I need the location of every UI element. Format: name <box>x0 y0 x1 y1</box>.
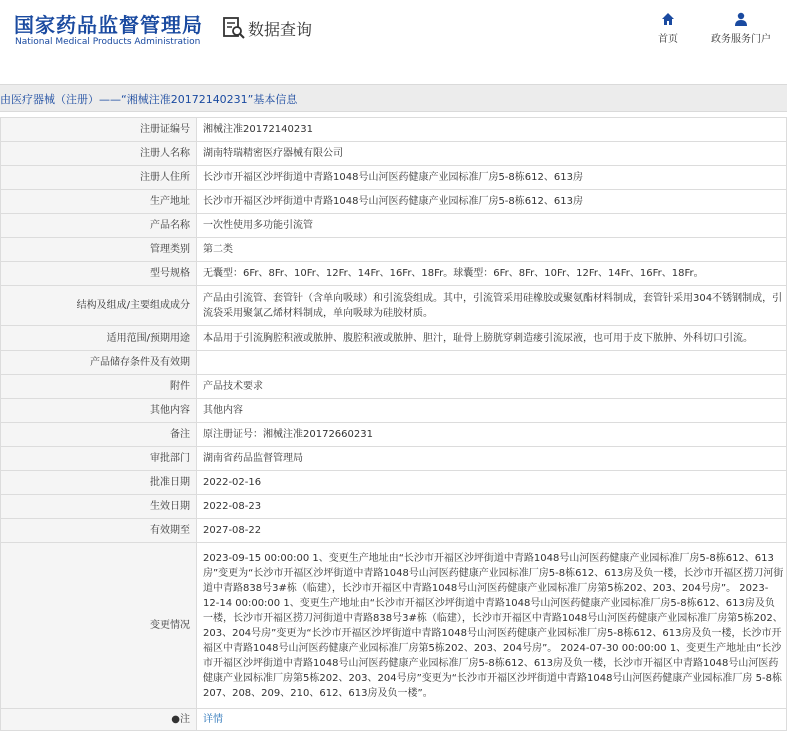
field-value <box>197 351 787 375</box>
field-label: 批准日期 <box>1 471 197 495</box>
nav-portal-label: 政务服务门户 <box>711 34 771 45</box>
field-label: 审批部门 <box>1 447 197 471</box>
nav-home[interactable] <box>658 12 678 45</box>
field-label: 型号规格 <box>1 262 197 286</box>
change-history: 2023-09-15 00:00:00 1、变更生产地址由“长沙市开福区沙坪街道中青路1048号山河医药健康产业园标准厂房5-8栋612、613房”变更为“长沙市开福区沙坪街道中青路1048号山河医药健康产业园标准厂房5-8栋612、613房及负一楼，长沙市开福区捞刀河街道中青路838号3#栋（临建），长沙市开福区中青路1048号山河医药健康产业园标准厂房第5栋202、203、204号房”。 2023-12-14 00:00:00 1、变更生产地址由“长沙市开福区沙坪街道中青路1048号山河医药健康产业园标准厂房5-8栋612、613房及负一楼，长沙市开福区捞刀河街道中青路838号3#栋（临建），长沙市开福区中青路1048号山河医药健康产业园标准厂房第5栋202、203、204号房”变更为“长沙市开福区沙坪街道中青路1048号山河医药健康产业园标准厂房5-8栋612、613房及负一楼，长沙市开福区中青路1048号山河医药健康产业园标准厂房第5栋202、203、204号房”。 2024-07-30 00:00:00 1、变更生产地址由“长沙市开福区沙坪街道中青路1048号山河医药健康产业园标准厂房5-8栋612、613房及负一楼，长沙市开福区中青路1048号山河医药健康产业园标准厂房第5栋202、203、204号房”变更为“长沙市开福区沙坪街道中青路1048号山河医药健康产业园标准厂房 5-8栋207、208、209、210、612、613房及负一楼”。 <box>197 543 787 709</box>
table-row <box>1 326 787 351</box>
field-value: 其他内容 <box>197 399 787 423</box>
table-row <box>1 118 787 142</box>
field-label: 生产地址 <box>1 190 197 214</box>
field-value: 湖南省药品监督管理局 <box>197 447 787 471</box>
field-value: 湘械注准20172140231 <box>197 118 787 142</box>
field-label: 有效期至 <box>1 519 197 543</box>
table-row <box>1 214 787 238</box>
field-value: 2022-08-23 <box>197 495 787 519</box>
breadcrumb <box>0 84 787 112</box>
field-value: 一次性使用多功能引流管 <box>197 214 787 238</box>
table-row <box>1 286 787 326</box>
field-value: 产品由引流管、套管针（含单向吸球）和引流袋组成。其中，引流管采用硅橡胶或聚氨酯材料制成，套管针采用304不锈钢制成，引流袋采用聚氯乙烯材料制成，单向吸球为硅胶材质。 <box>197 286 787 326</box>
field-value: 2022-02-16 <box>197 471 787 495</box>
field-value: 原注册证号：湘械注准20172660231 <box>197 423 787 447</box>
table-row <box>1 709 787 731</box>
field-label: 变更情况 <box>1 543 197 709</box>
table-row <box>1 375 787 399</box>
table-row <box>1 519 787 543</box>
field-label: 产品储存条件及有效期 <box>1 351 197 375</box>
field-label: 结构及组成/主要组成成分 <box>1 286 197 326</box>
table-row <box>1 351 787 375</box>
nav-portal[interactable] <box>711 12 771 45</box>
table-row <box>1 238 787 262</box>
site-header <box>0 0 787 60</box>
table-row <box>1 495 787 519</box>
field-label: 管理类别 <box>1 238 197 262</box>
field-value: 产品技术要求 <box>197 375 787 399</box>
field-label: 适用范围/预期用途 <box>1 326 197 351</box>
document-search-icon <box>222 16 246 40</box>
field-label: 注册证编号 <box>1 118 197 142</box>
table-row <box>1 399 787 423</box>
site-logo-en: National Medical Products Administration <box>15 37 201 47</box>
field-label: 生效日期 <box>1 495 197 519</box>
field-label: 注册人住所 <box>1 166 197 190</box>
detail-link[interactable]: 详情 <box>203 714 223 725</box>
field-label: 产品名称 <box>1 214 197 238</box>
field-label: 其他内容 <box>1 399 197 423</box>
table-row <box>1 423 787 447</box>
field-label: 注册人名称 <box>1 142 197 166</box>
field-value: 湖南特瑞精密医疗器械有限公司 <box>197 142 787 166</box>
field-value: 第二类 <box>197 238 787 262</box>
user-icon <box>734 12 748 26</box>
field-label: ●注 <box>1 709 197 731</box>
field-value: 本品用于引流胸腔积液或脓肿、腹腔积液或脓肿、胆汁，耻骨上膀胱穿刺造瘘引流尿液，也可用于皮下脓肿、外科切口引流。 <box>197 326 787 351</box>
page-title: 由医疗器械（注册）——“湘械注准20172140231”基本信息 <box>0 93 298 106</box>
table-row <box>1 190 787 214</box>
table-row <box>1 142 787 166</box>
field-value: 长沙市开福区沙坪街道中青路1048号山河医药健康产业园标准厂房5-8栋612、613房 <box>197 166 787 190</box>
field-label: 备注 <box>1 423 197 447</box>
detail-table <box>0 117 787 731</box>
field-label: 附件 <box>1 375 197 399</box>
table-row <box>1 471 787 495</box>
home-icon <box>661 12 675 26</box>
field-value: 2027-08-22 <box>197 519 787 543</box>
table-row <box>1 262 787 286</box>
table-row <box>1 447 787 471</box>
field-value: 长沙市开福区沙坪街道中青路1048号山河医药健康产业园标准厂房5-8栋612、613房 <box>197 190 787 214</box>
data-query-label: 数据查询 <box>248 19 313 39</box>
site-logo-cn[interactable]: 国家药品监督管理局 <box>14 13 203 37</box>
field-value: 无囊型：6Fr、8Fr、10Fr、12Fr、14Fr、16Fr、18Fr。球囊型：6Fr、8Fr、10Fr、12Fr、14Fr、16Fr、18Fr。 <box>197 262 787 286</box>
nav-home-label: 首页 <box>658 34 678 45</box>
table-row <box>1 166 787 190</box>
data-query-title <box>222 16 312 40</box>
table-row <box>1 543 787 709</box>
